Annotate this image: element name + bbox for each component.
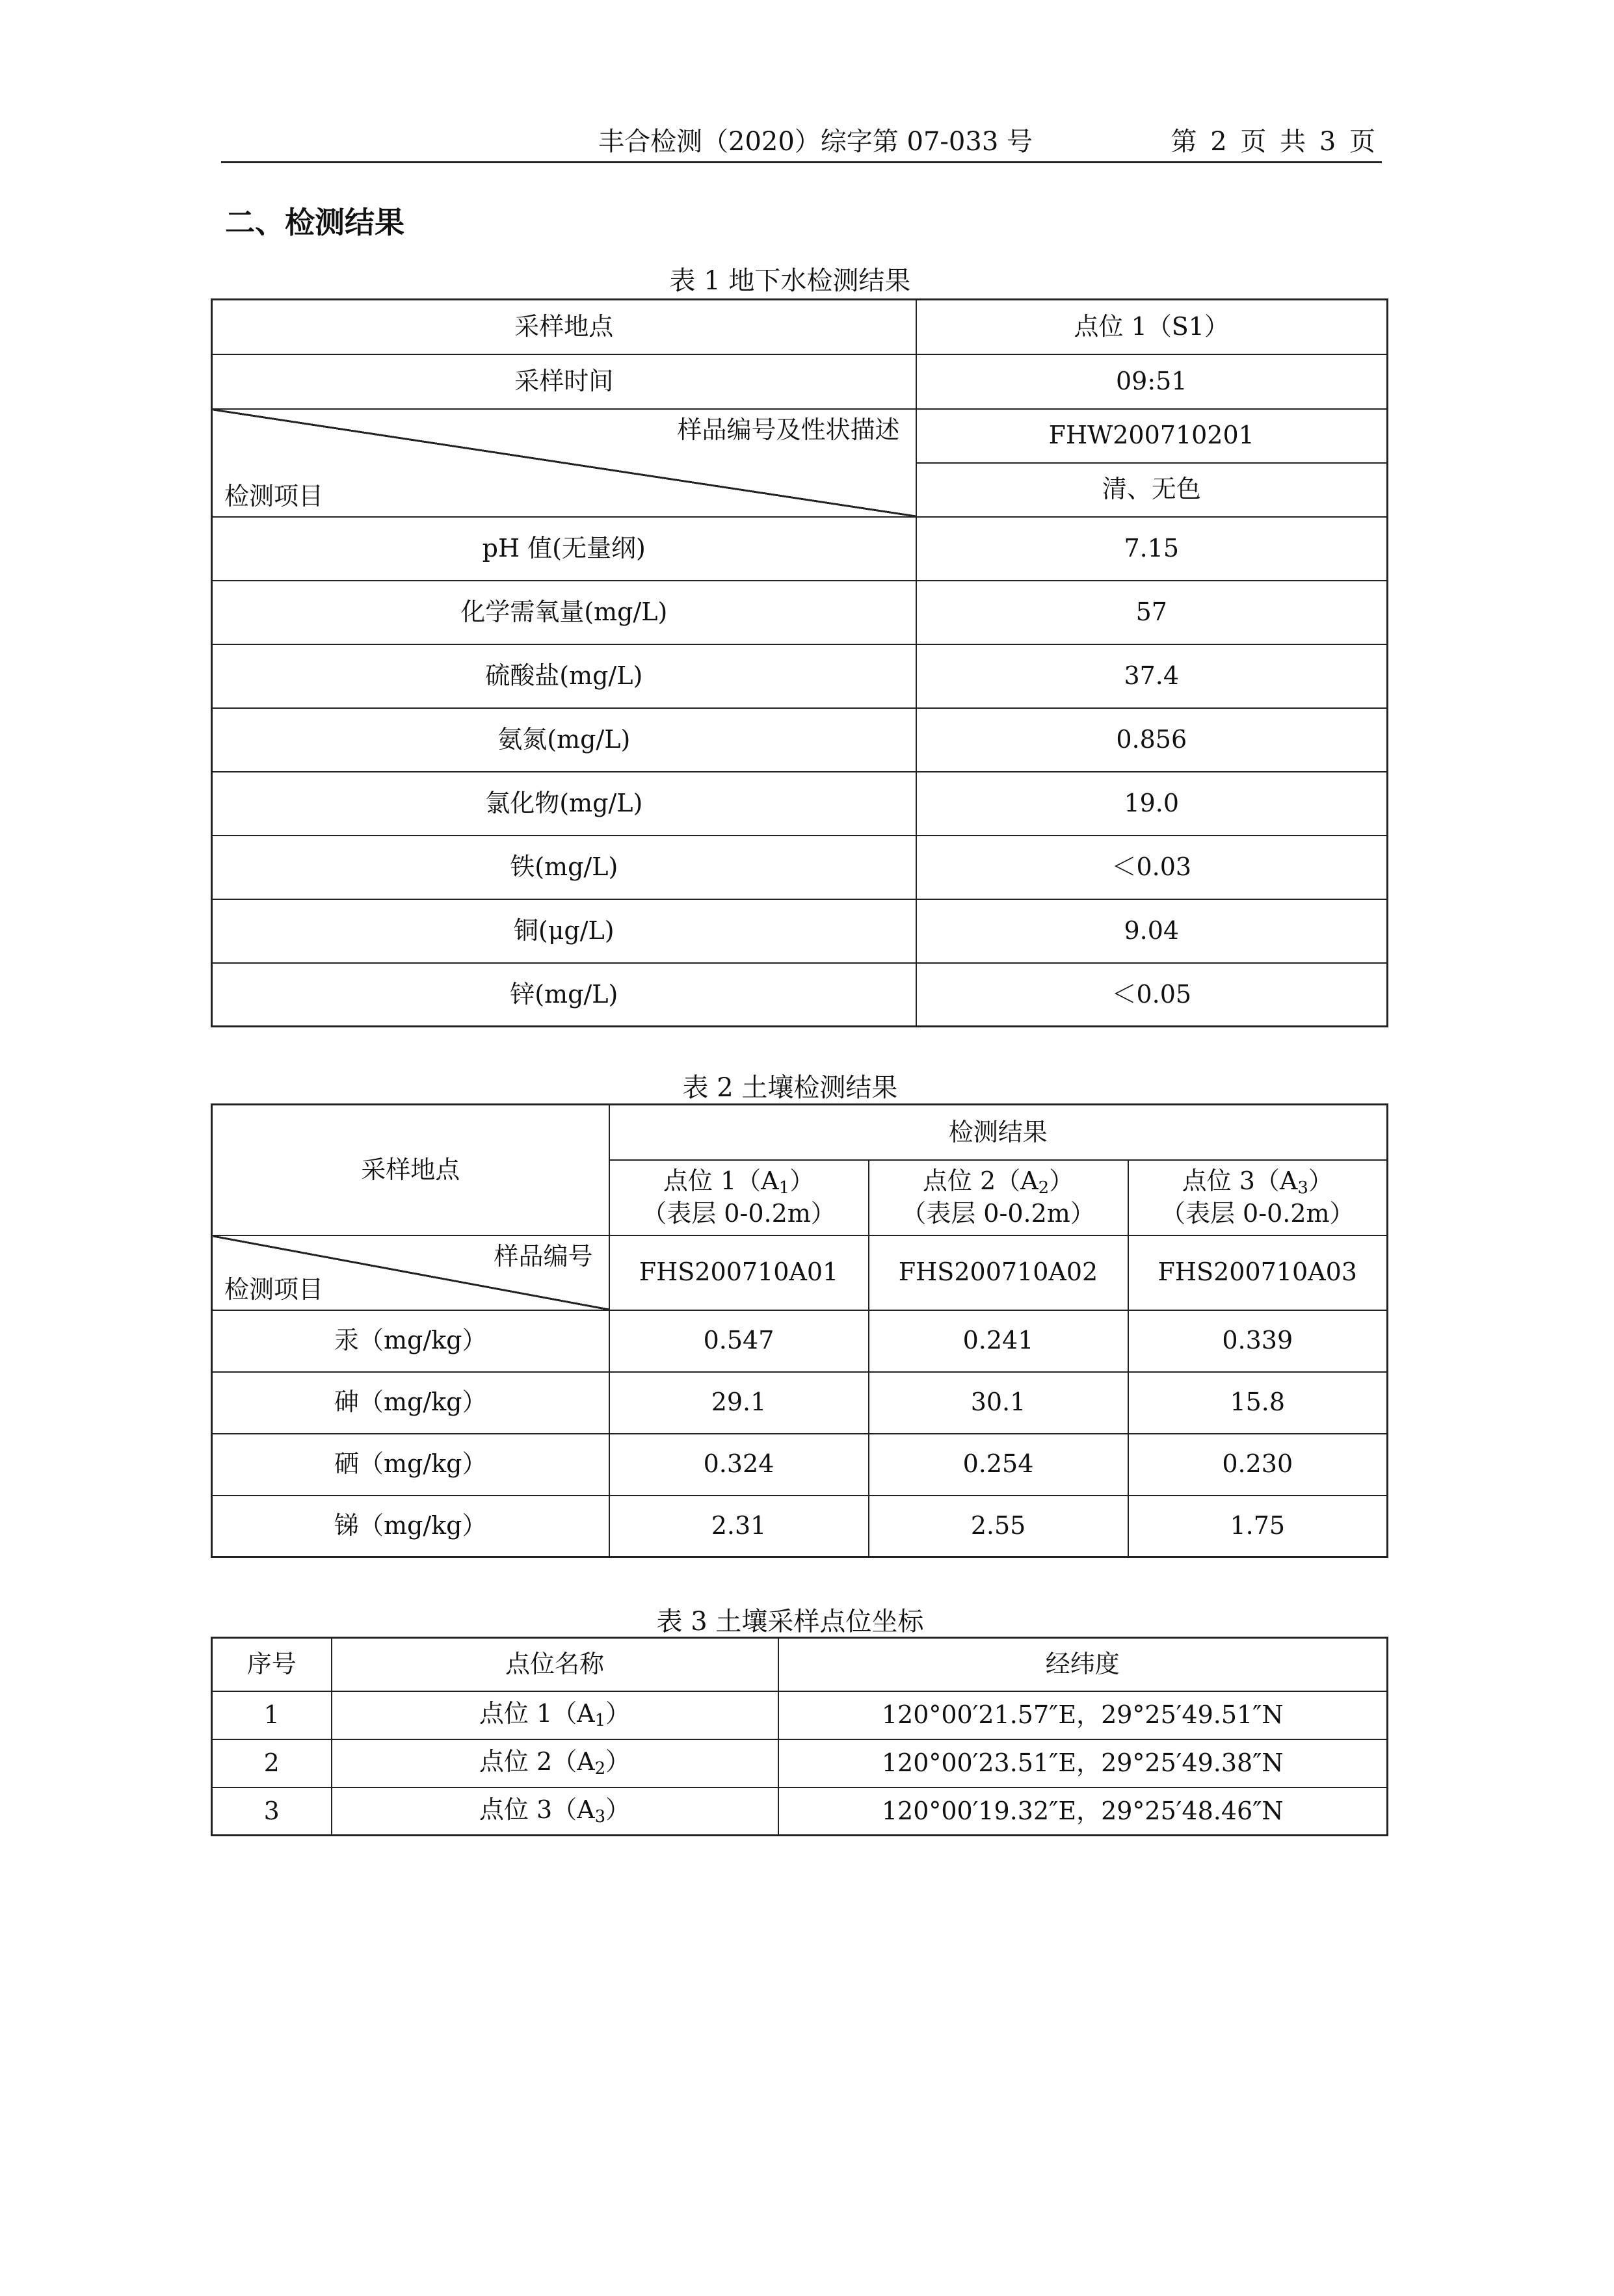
sample-number: FHW200710201 xyxy=(916,409,1388,463)
result-label: 检测结果 xyxy=(609,1105,1388,1160)
soil-results-table xyxy=(211,1103,1388,1558)
table-row xyxy=(212,409,1388,463)
value-cell: 29.1 xyxy=(609,1372,869,1434)
coordinate-cell: 120°00′19.32″E，29°25′48.46″N xyxy=(778,1788,1388,1836)
value-cell: 7.15 xyxy=(916,517,1388,581)
table-row xyxy=(212,1739,1388,1788)
point-header: 点位 $1(A_1)$ （表层 0-0.2m） xyxy=(609,1160,869,1235)
item-cell: 氨氮(mg/L) xyxy=(212,708,916,772)
column-header: 点位名称 xyxy=(332,1638,778,1691)
item-cell: 氯化物(mg/L) xyxy=(212,772,916,836)
item-cell: 铜(μg/L) xyxy=(212,899,916,963)
table-row xyxy=(212,354,1388,409)
value-cell: 37.4 xyxy=(916,644,1388,708)
index-cell: 3 xyxy=(212,1788,332,1836)
item-cell: 硒（mg/kg） xyxy=(212,1434,609,1496)
page-number: 第 2 页 共 3 页 xyxy=(1171,127,1378,157)
column-header: 序号 xyxy=(212,1638,332,1691)
table-row xyxy=(212,644,1388,708)
value-cell: ＜0.03 xyxy=(916,836,1388,899)
table-row xyxy=(212,836,1388,899)
diagonal-header-cell xyxy=(212,1235,609,1310)
value-cell: 0.547 xyxy=(609,1310,869,1372)
value-cell: 2.55 xyxy=(869,1496,1128,1557)
point-name-cell: 点位 $3(A_3)$ xyxy=(332,1788,778,1836)
point-name-cell: 点位 $1(A_1)$ xyxy=(332,1691,778,1739)
table-row xyxy=(212,1691,1388,1739)
sample-number: FHS200710A03 xyxy=(1128,1235,1388,1310)
value-cell: 9.04 xyxy=(916,899,1388,963)
table-row xyxy=(212,1310,1388,1372)
value-cell: 2.31 xyxy=(609,1496,869,1557)
table1-caption: 表 1 地下水检测结果 xyxy=(669,266,911,296)
site-label: 采样地点 xyxy=(212,1105,609,1235)
value-cell: 30.1 xyxy=(869,1372,1128,1434)
sample-label: 样品编号 xyxy=(494,1241,593,1271)
table-row xyxy=(212,963,1388,1027)
coordinate-cell: 120°00′23.51″E，29°25′49.38″N xyxy=(778,1739,1388,1788)
table-row xyxy=(212,772,1388,836)
table-row xyxy=(212,300,1388,354)
table-row xyxy=(212,1372,1388,1434)
value-cell: 0.230 xyxy=(1128,1434,1388,1496)
table-row xyxy=(212,517,1388,581)
site-label: 采样地点 xyxy=(212,300,916,354)
item-cell: pH 值(无量纲) xyxy=(212,517,916,581)
table-row xyxy=(212,1434,1388,1496)
value-cell: 0.324 xyxy=(609,1434,869,1496)
sample-label: 样品编号及性状描述 xyxy=(677,415,900,444)
point-header: 点位 $3(A_3)$ （表层 0-0.2m） xyxy=(1128,1160,1388,1235)
value-cell: 0.241 xyxy=(869,1310,1128,1372)
sample-number: FHS200710A02 xyxy=(869,1235,1128,1310)
table-row xyxy=(212,1638,1388,1691)
document-number: 丰合检测（2020）综字第 07-033 号 xyxy=(598,127,1033,157)
item-cell: 化学需氧量(mg/L) xyxy=(212,581,916,644)
coordinate-cell: 120°00′21.57″E，29°25′49.51″N xyxy=(778,1691,1388,1739)
index-cell: 1 xyxy=(212,1691,332,1739)
time-value: 09:51 xyxy=(916,354,1388,409)
sample-number: FHS200710A01 xyxy=(609,1235,869,1310)
value-cell: 19.0 xyxy=(916,772,1388,836)
sample-description: 清、无色 xyxy=(916,463,1388,517)
table-row xyxy=(212,1788,1388,1836)
value-cell: 57 xyxy=(916,581,1388,644)
table3-caption: 表 3 土壤采样点位坐标 xyxy=(656,1607,924,1637)
point-header: 点位 $2(A_2)$ （表层 0-0.2m） xyxy=(869,1160,1128,1235)
index-cell: 2 xyxy=(212,1739,332,1788)
groundwater-results-table xyxy=(211,298,1388,1027)
table-row xyxy=(212,1235,1388,1310)
table-row xyxy=(212,1105,1388,1160)
value-cell: 0.254 xyxy=(869,1434,1128,1496)
section-title: 二、检测结果 xyxy=(225,205,404,240)
site-value: 点位 1（S1） xyxy=(916,300,1388,354)
value-cell: 0.856 xyxy=(916,708,1388,772)
diagonal-header-cell xyxy=(212,409,916,517)
item-cell: 锑（mg/kg） xyxy=(212,1496,609,1557)
point-name-cell: 点位 $2(A_2)$ xyxy=(332,1739,778,1788)
item-cell: 汞（mg/kg） xyxy=(212,1310,609,1372)
column-header: 经纬度 xyxy=(778,1638,1388,1691)
table-row xyxy=(212,899,1388,963)
item-cell: 铁(mg/L) xyxy=(212,836,916,899)
time-label: 采样时间 xyxy=(212,354,916,409)
value-cell: 0.339 xyxy=(1128,1310,1388,1372)
soil-coordinates-table xyxy=(211,1637,1388,1836)
item-cell: 锌(mg/L) xyxy=(212,963,916,1027)
item-cell: 硫酸盐(mg/L) xyxy=(212,644,916,708)
table-row xyxy=(212,1496,1388,1557)
value-cell: ＜0.05 xyxy=(916,963,1388,1027)
table-row xyxy=(212,581,1388,644)
value-cell: 15.8 xyxy=(1128,1372,1388,1434)
item-label: 检测项目 xyxy=(224,482,324,510)
item-label: 检测项目 xyxy=(224,1275,324,1304)
table2-caption: 表 2 土壤检测结果 xyxy=(682,1073,898,1103)
table-row xyxy=(212,708,1388,772)
page-header xyxy=(221,121,1382,163)
value-cell: 1.75 xyxy=(1128,1496,1388,1557)
item-cell: 砷（mg/kg） xyxy=(212,1372,609,1434)
